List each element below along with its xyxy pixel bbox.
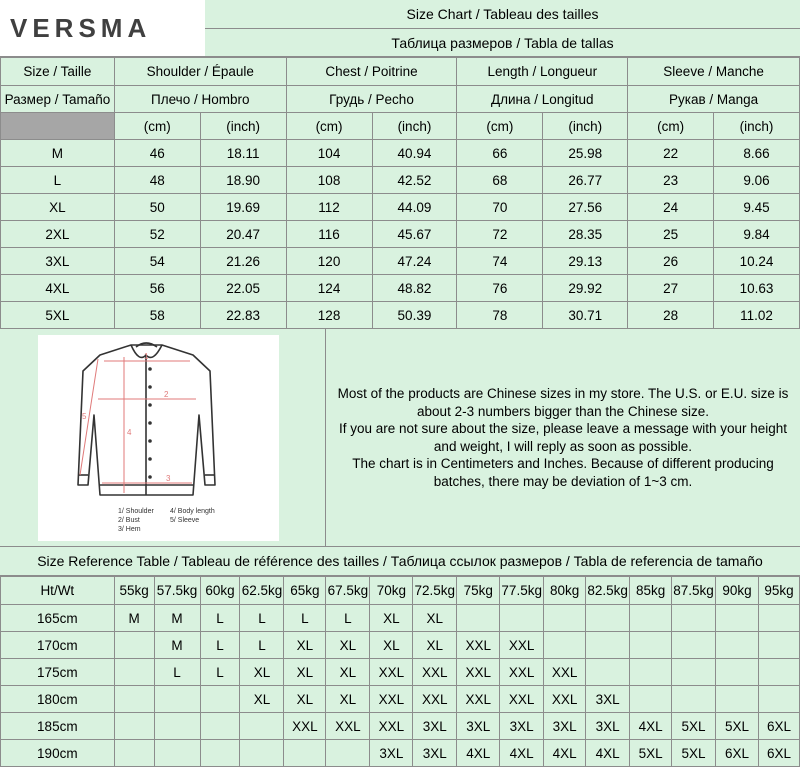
reference-size-cell: 4XL <box>544 740 586 767</box>
reference-size-cell: XXL <box>413 686 457 713</box>
note-line: and weight, I will reply as soon as possible. <box>433 438 693 454</box>
measurement-cell: 27.56 <box>543 194 628 221</box>
reference-size-cell <box>114 632 154 659</box>
reference-size-cell: XXL <box>500 659 544 686</box>
measurement-cell: 112 <box>286 194 372 221</box>
reference-size-cell <box>672 686 716 713</box>
reference-size-cell: L <box>200 605 240 632</box>
reference-size-cell: 5XL <box>716 713 759 740</box>
measurement-cell: 48.82 <box>372 275 457 302</box>
size-rows <box>1 140 800 329</box>
measurement-cell: 9.45 <box>714 194 800 221</box>
reference-size-cell: XL <box>284 686 326 713</box>
reference-size-cell: XL <box>326 686 370 713</box>
note-line: batches, there may be deviation of 1~3 cm. <box>433 473 693 489</box>
reference-size-cell: XXL <box>457 659 500 686</box>
reference-size-cell <box>672 659 716 686</box>
reference-size-cell <box>716 659 759 686</box>
reference-row <box>1 659 800 686</box>
reference-size-cell: 6XL <box>758 740 799 767</box>
weight-header-cell: 67.5kg <box>326 577 370 605</box>
reference-size-cell: L <box>200 632 240 659</box>
measurement-cell: 9.06 <box>714 167 800 194</box>
measurement-cell: 72 <box>457 221 543 248</box>
weight-header-cell: 70kg <box>370 577 413 605</box>
reference-size-cell: XXL <box>544 686 586 713</box>
measurement-cell: 56 <box>114 275 200 302</box>
reference-size-cell: L <box>326 605 370 632</box>
diagram-label-2: 2 <box>164 390 169 399</box>
reference-size-cell <box>114 713 154 740</box>
size-row <box>1 140 800 167</box>
weight-header-cell: 77.5kg <box>500 577 544 605</box>
reference-title: Size Reference Table / Tableau de référence des tailles / Таблица ссылок размеров / Tabla de referencia de tamaño <box>0 547 800 576</box>
shoulder-header: Shoulder / Épaule <box>114 58 286 86</box>
reference-size-cell: 3XL <box>500 713 544 740</box>
reference-rows <box>1 605 800 767</box>
weight-header-cell: 62.5kg <box>240 577 284 605</box>
reference-size-cell <box>544 632 586 659</box>
measurement-cell: 27 <box>628 275 714 302</box>
reference-size-cell <box>200 713 240 740</box>
measurement-cell: 120 <box>286 248 372 275</box>
note-line: about 2-3 numbers bigger than the Chinese size. <box>417 403 709 419</box>
measurement-cell: 70 <box>457 194 543 221</box>
reference-size-cell: XL <box>413 632 457 659</box>
measurement-cell: 22 <box>628 140 714 167</box>
shirt-diagram <box>38 335 279 541</box>
size-name-cell: 3XL <box>1 248 115 275</box>
reference-size-cell: 3XL <box>586 713 630 740</box>
weight-header-cell: 85kg <box>630 577 672 605</box>
measurement-cell: 78 <box>457 302 543 329</box>
reference-size-cell <box>154 713 200 740</box>
reference-size-cell: XL <box>326 659 370 686</box>
measurement-cell: 116 <box>286 221 372 248</box>
reference-size-cell <box>586 632 630 659</box>
reference-row <box>1 632 800 659</box>
weight-header-cell: 65kg <box>284 577 326 605</box>
diagram-label-4: 4 <box>127 428 132 437</box>
reference-size-cell: L <box>284 605 326 632</box>
height-cell: 190cm <box>1 740 115 767</box>
reference-size-cell: 3XL <box>413 713 457 740</box>
reference-size-cell: XXL <box>457 686 500 713</box>
reference-size-cell: XXL <box>284 713 326 740</box>
reference-size-cell <box>758 605 799 632</box>
measurement-cell: 48 <box>114 167 200 194</box>
reference-size-cell <box>114 686 154 713</box>
legend-col-1 <box>118 507 154 534</box>
diagram-label-1: 1 <box>144 352 149 361</box>
weight-header-cell: 95kg <box>758 577 799 605</box>
reference-size-cell: L <box>154 659 200 686</box>
chart-title <box>205 0 800 56</box>
reference-size-cell <box>114 740 154 767</box>
reference-size-cell: 4XL <box>457 740 500 767</box>
size-row <box>1 248 800 275</box>
reference-size-cell: M <box>154 605 200 632</box>
measurement-cell: 22.05 <box>200 275 286 302</box>
reference-size-cell: 3XL <box>457 713 500 740</box>
reference-size-cell: 3XL <box>586 686 630 713</box>
measurement-cell: 10.63 <box>714 275 800 302</box>
size-label-line-1: Size / Taille <box>1 58 115 86</box>
measurement-cell: 128 <box>286 302 372 329</box>
reference-row <box>1 740 800 767</box>
reference-size-cell: XL <box>413 605 457 632</box>
size-table <box>0 57 800 329</box>
weight-header-cell: 80kg <box>544 577 586 605</box>
reference-size-cell: XXL <box>370 659 413 686</box>
reference-size-cell: 5XL <box>672 713 716 740</box>
reference-size-cell: XXL <box>500 632 544 659</box>
size-row <box>1 302 800 329</box>
legend-item-bust: 2/ Bust <box>118 517 140 524</box>
chest-header: Chest / Poitrine <box>286 58 457 86</box>
legend-item-hem: 3/ Hem <box>118 526 141 533</box>
measurement-cell: 45.67 <box>372 221 457 248</box>
measurement-cell: 18.11 <box>200 140 286 167</box>
measurement-cell: 29.92 <box>543 275 628 302</box>
size-name-cell: 4XL <box>1 275 115 302</box>
reference-size-cell: 4XL <box>586 740 630 767</box>
reference-size-cell <box>457 605 500 632</box>
reference-size-cell: XXL <box>413 659 457 686</box>
note-line: Most of the products are Chinese sizes in my store. The U.S. or E.U. size is <box>337 386 789 401</box>
reference-size-cell: 6XL <box>716 740 759 767</box>
reference-size-cell: XXL <box>500 686 544 713</box>
reference-size-cell <box>240 713 284 740</box>
measurement-cell: 108 <box>286 167 372 194</box>
measurement-cell: 10.24 <box>714 248 800 275</box>
title-line-2: Таблица размеров / Tabla de tallas <box>205 28 800 57</box>
chest-header-2: Грудь / Pecho <box>286 86 457 113</box>
header <box>0 0 800 57</box>
measurement-cell: 124 <box>286 275 372 302</box>
note-line: If you are not sure about the size, please leave a message with your height <box>338 421 788 436</box>
size-row <box>1 194 800 221</box>
diagram-label-5: 5 <box>82 412 87 421</box>
height-cell: 170cm <box>1 632 115 659</box>
size-name-cell: 5XL <box>1 302 115 329</box>
reference-size-cell <box>716 632 759 659</box>
size-name-cell: L <box>1 167 115 194</box>
weight-header-cell: 55kg <box>114 577 154 605</box>
reference-size-cell <box>758 686 799 713</box>
sleeve-header: Sleeve / Manche <box>628 58 800 86</box>
reference-size-cell <box>630 686 672 713</box>
height-cell: 180cm <box>1 686 115 713</box>
measurement-cell: 18.90 <box>200 167 286 194</box>
measurement-cell: 66 <box>457 140 543 167</box>
reference-size-cell: XL <box>284 659 326 686</box>
measurement-cell: 76 <box>457 275 543 302</box>
measurement-cell: 11.02 <box>714 302 800 329</box>
reference-size-cell: XL <box>284 632 326 659</box>
unit-cm: (cm) <box>286 113 372 140</box>
reference-size-cell: 3XL <box>413 740 457 767</box>
unit-cm: (cm) <box>628 113 714 140</box>
reference-size-cell: 3XL <box>370 740 413 767</box>
reference-size-cell: L <box>200 659 240 686</box>
measurement-cell: 44.09 <box>372 194 457 221</box>
measurement-cell: 23 <box>628 167 714 194</box>
measurement-cell: 25.98 <box>543 140 628 167</box>
reference-size-cell: XL <box>326 632 370 659</box>
reference-size-cell <box>586 659 630 686</box>
reference-size-cell: 3XL <box>544 713 586 740</box>
weight-header-cell: 72.5kg <box>413 577 457 605</box>
reference-size-cell: XL <box>370 632 413 659</box>
size-row <box>1 275 800 302</box>
weight-header-cell: 82.5kg <box>586 577 630 605</box>
reference-size-cell: XXL <box>370 686 413 713</box>
note-line: The chart is in Centimeters and Inches. Because of different producing <box>352 456 774 471</box>
reference-size-cell: XL <box>370 605 413 632</box>
sleeve-header-2: Рукав / Manga <box>628 86 800 113</box>
weight-header-cell: 60kg <box>200 577 240 605</box>
reference-size-cell <box>200 686 240 713</box>
shoulder-header-2: Плечо / Hombro <box>114 86 286 113</box>
length-header-2: Длина / Longitud <box>457 86 628 113</box>
legend-item-shoulder: 1/ Shoulder <box>118 508 154 515</box>
reference-size-cell <box>672 605 716 632</box>
diagram-label-3: 3 <box>166 474 171 483</box>
measurement-cell: 8.66 <box>714 140 800 167</box>
unit-cm: (cm) <box>114 113 200 140</box>
size-name-cell: M <box>1 140 115 167</box>
shirt-illustration <box>38 335 279 541</box>
measurement-cell: 52 <box>114 221 200 248</box>
legend-item-sleeve: 5/ Sleeve <box>170 517 200 524</box>
reference-size-cell <box>500 605 544 632</box>
reference-size-cell: XXL <box>457 632 500 659</box>
measurement-cell: 26 <box>628 248 714 275</box>
height-cell: 165cm <box>1 605 115 632</box>
reference-size-cell: 4XL <box>630 713 672 740</box>
reference-size-cell <box>672 632 716 659</box>
unit-inch: (inch) <box>714 113 800 140</box>
size-note <box>326 329 800 546</box>
measurement-cell: 20.47 <box>200 221 286 248</box>
measurement-cell: 40.94 <box>372 140 457 167</box>
reference-size-cell: 4XL <box>500 740 544 767</box>
reference-size-cell: M <box>114 605 154 632</box>
reference-size-cell: L <box>240 632 284 659</box>
reference-size-cell: XL <box>240 659 284 686</box>
reference-row <box>1 605 800 632</box>
size-label-line-2: Размер / Tamaño <box>1 86 115 113</box>
measurement-cell: 68 <box>457 167 543 194</box>
measurement-cell: 29.13 <box>543 248 628 275</box>
reference-row <box>1 713 800 740</box>
reference-size-cell <box>758 632 799 659</box>
measurement-cell: 24 <box>628 194 714 221</box>
size-reference-table <box>0 576 800 767</box>
reference-size-cell <box>586 605 630 632</box>
measurement-cell: 42.52 <box>372 167 457 194</box>
reference-size-cell <box>716 686 759 713</box>
reference-size-cell <box>240 740 284 767</box>
measurement-cell: 54 <box>114 248 200 275</box>
reference-size-cell <box>154 686 200 713</box>
measurement-cell: 9.84 <box>714 221 800 248</box>
measurement-cell: 25 <box>628 221 714 248</box>
weight-header-row <box>1 577 800 605</box>
reference-size-cell <box>200 740 240 767</box>
weight-header-cell: 87.5kg <box>672 577 716 605</box>
middle-section <box>0 329 800 547</box>
diagram-panel <box>0 329 326 546</box>
length-header: Length / Longueur <box>457 58 628 86</box>
height-cell: 175cm <box>1 659 115 686</box>
measurement-cell: 104 <box>286 140 372 167</box>
reference-size-cell <box>154 740 200 767</box>
reference-size-cell <box>326 740 370 767</box>
reference-size-cell <box>758 659 799 686</box>
height-cell: 185cm <box>1 713 115 740</box>
weight-header-cell: 90kg <box>716 577 759 605</box>
measurement-cell: 58 <box>114 302 200 329</box>
measurement-cell: 28 <box>628 302 714 329</box>
reference-size-cell: 5XL <box>630 740 672 767</box>
measurement-cell: 74 <box>457 248 543 275</box>
reference-size-cell <box>114 659 154 686</box>
reference-size-cell <box>630 659 672 686</box>
unit-inch: (inch) <box>200 113 286 140</box>
measurement-cell: 30.71 <box>543 302 628 329</box>
measurement-cell: 47.24 <box>372 248 457 275</box>
reference-size-cell: M <box>154 632 200 659</box>
size-row <box>1 221 800 248</box>
size-name-cell: 2XL <box>1 221 115 248</box>
reference-size-cell <box>716 605 759 632</box>
reference-size-cell: 5XL <box>672 740 716 767</box>
measurement-cell: 28.35 <box>543 221 628 248</box>
brand-logo: VERSMA <box>0 0 205 56</box>
ht-wt-corner: Ht/Wt <box>1 577 115 605</box>
unit-cm: (cm) <box>457 113 543 140</box>
measurement-cell: 46 <box>114 140 200 167</box>
measurement-cell: 22.83 <box>200 302 286 329</box>
reference-size-cell: XXL <box>544 659 586 686</box>
reference-size-cell: XXL <box>370 713 413 740</box>
blank-gray-cell <box>1 113 115 140</box>
reference-size-cell <box>630 632 672 659</box>
reference-size-cell: L <box>240 605 284 632</box>
reference-size-cell: XL <box>240 686 284 713</box>
unit-inch: (inch) <box>372 113 457 140</box>
size-row <box>1 167 800 194</box>
size-name-cell: XL <box>1 194 115 221</box>
reference-row <box>1 686 800 713</box>
unit-inch: (inch) <box>543 113 628 140</box>
weight-header-cell: 75kg <box>457 577 500 605</box>
reference-size-cell <box>284 740 326 767</box>
title-line-1: Size Chart / Tableau des tailles <box>406 6 599 22</box>
measurement-cell: 26.77 <box>543 167 628 194</box>
reference-size-cell: 6XL <box>758 713 799 740</box>
reference-size-cell <box>630 605 672 632</box>
reference-size-cell: XXL <box>326 713 370 740</box>
legend-col-2 <box>170 507 215 525</box>
measurement-cell: 50 <box>114 194 200 221</box>
measurement-cell: 50.39 <box>372 302 457 329</box>
measurement-cell: 21.26 <box>200 248 286 275</box>
legend-item-body-length: 4/ Body length <box>170 508 215 515</box>
reference-size-cell <box>544 605 586 632</box>
weight-header-cell: 57.5kg <box>154 577 200 605</box>
measurement-cell: 19.69 <box>200 194 286 221</box>
